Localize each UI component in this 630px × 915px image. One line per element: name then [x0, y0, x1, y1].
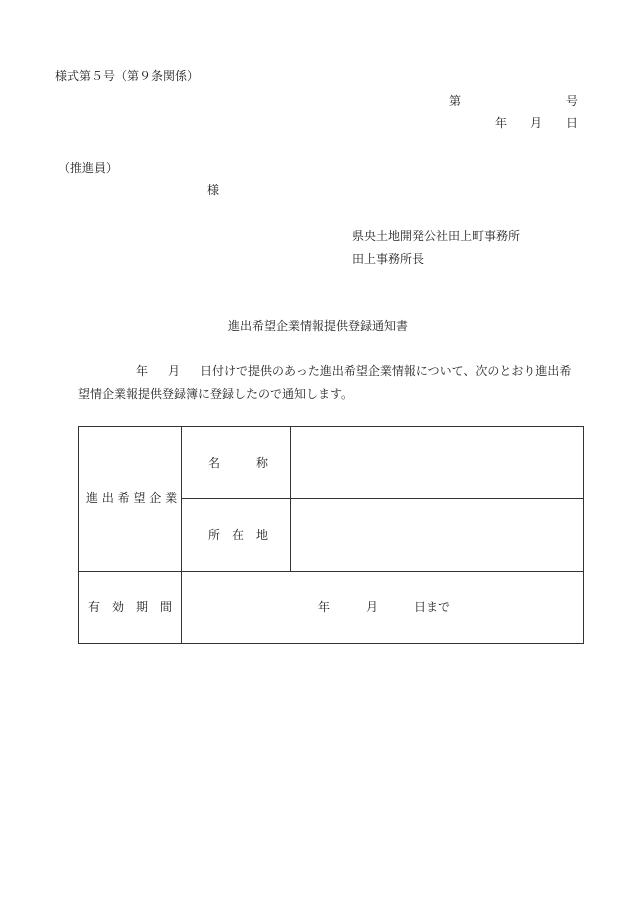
table-divider-row-1 — [182, 498, 584, 499]
issuer-office: 県央土地開発公社田上町事務所 — [352, 229, 521, 243]
body-month-label: 月 — [168, 364, 181, 378]
date-day-label: 日 — [566, 116, 579, 130]
recipient-honorific: 様 — [207, 183, 220, 197]
doc-number-prefix: 第 — [449, 94, 462, 108]
date-month-label: 月 — [530, 116, 543, 130]
document-title: 進出希望企業情報提供登録通知書 — [228, 319, 409, 333]
date-year-label: 年 — [495, 116, 508, 130]
period-value: 年 月 日まで — [318, 600, 451, 614]
form-number: 様式第５号（第９条関係） — [55, 69, 200, 83]
body-line-1 — [78, 365, 578, 377]
body-year-label: 年 — [136, 364, 149, 378]
name-label: 名 称 — [208, 456, 269, 470]
address-label: 所 在 地 — [208, 528, 269, 542]
table-divider-col-2 — [290, 426, 291, 571]
period-label: 有 効 期 間 — [88, 600, 173, 614]
company-label: 進 出 希 望 企 業 — [86, 491, 178, 505]
table-divider-row-2 — [78, 571, 584, 572]
table-divider-col-1 — [181, 426, 182, 644]
doc-number-suffix: 号 — [566, 94, 579, 108]
body-line-2: 望情企業報提供登録簿に登録したので通知します。 — [78, 387, 354, 401]
issuer-title: 田上事務所長 — [352, 252, 425, 266]
body-text-line-1: 日付けで提供のあった進出希望企業情報について、次のとおり進出希 — [200, 364, 572, 378]
recipient-label: （推進員） — [58, 161, 119, 175]
